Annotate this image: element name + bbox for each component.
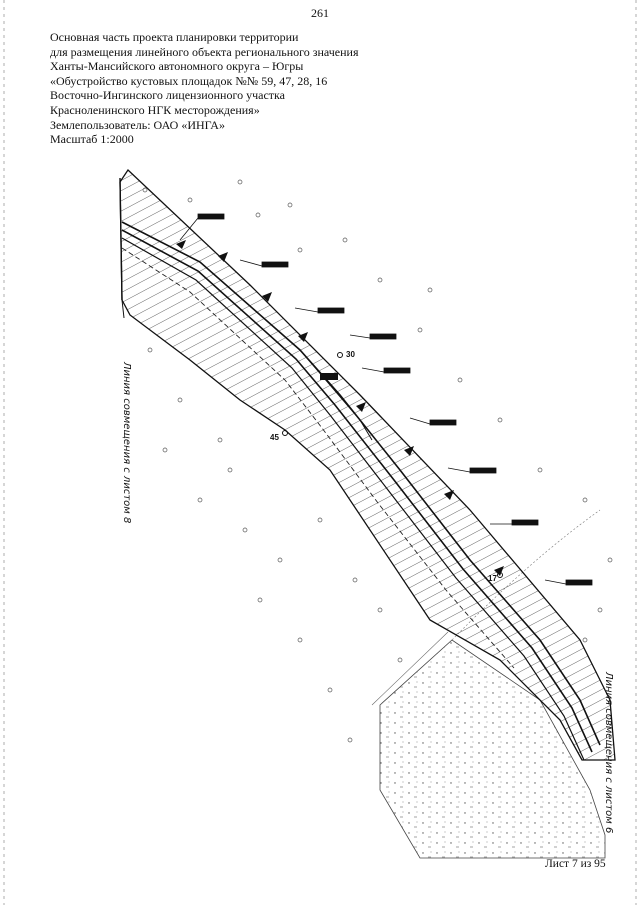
title-line-2: для размещения линейного объекта регионального значения: [50, 44, 359, 59]
title-line-3: Ханты-Мансийского автономного округа – Югры: [50, 59, 304, 74]
sheet-label: Лист 7 из 95: [545, 858, 606, 870]
title-line-6: Красноленинского НГК месторождения»: [50, 102, 260, 117]
point-label-45: 45: [270, 433, 279, 442]
match-line-right-label: Линия совмещения с листом 6: [603, 672, 614, 834]
title-line-1: Основная часть проекта планировки территории: [50, 30, 299, 44]
corner-point-45: [283, 431, 288, 436]
match-line-left-label: Линия совмещения с листом 8: [121, 362, 132, 524]
corner-point-30: [338, 353, 343, 358]
equipment-box: [320, 373, 338, 380]
scale: Масштаб 1:2000: [50, 132, 134, 147]
title-line-4: «Обустройство кустовых площадок №№ 59, 47, 28, 16: [50, 73, 328, 88]
land-user: Землепользователь: ОАО «ИНГА»: [50, 117, 225, 132]
point-label-17: 17: [488, 574, 497, 583]
point-label-30: 30: [346, 350, 355, 359]
page-number: 261: [311, 6, 329, 20]
title-line-5: Восточно-Ингинского лицензионного участка: [50, 88, 285, 103]
